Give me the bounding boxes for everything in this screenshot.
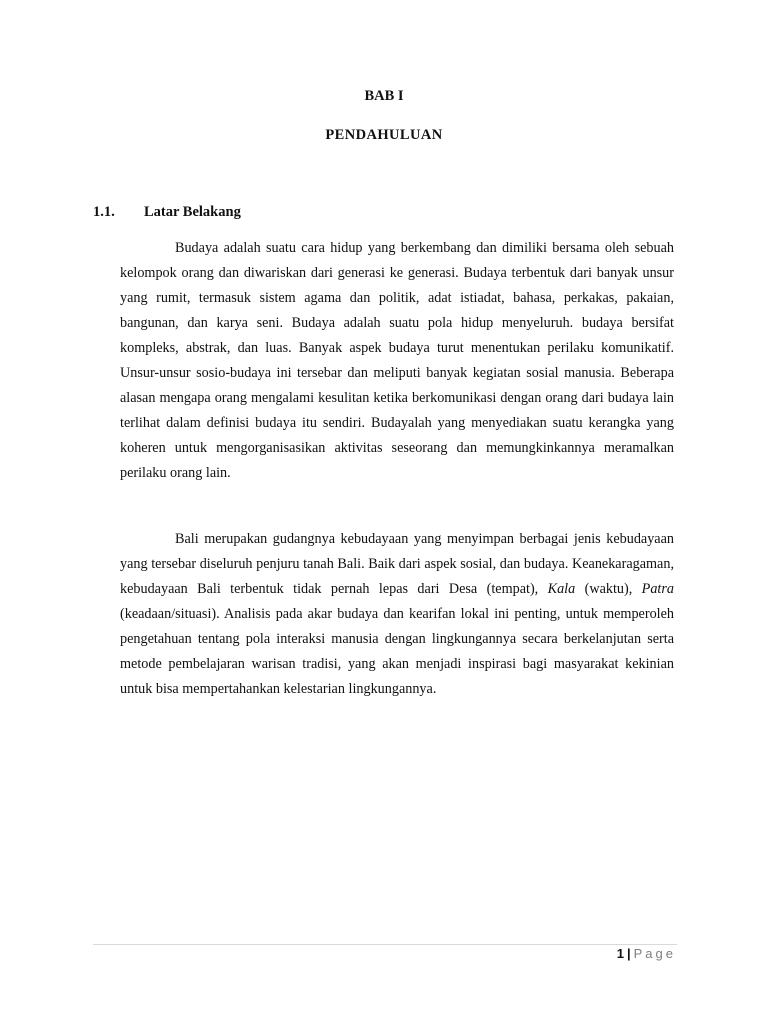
page-label: Page (633, 946, 676, 961)
page-footer (617, 946, 676, 961)
paragraph-2-text-1: Bali merupakan gudangnya kebudayaan yang menyimpan berbagai jenis kebudayaan yang tersebar diseluruh penjuru tanah Bali. Baik dari aspek sosial, dan budaya. Keanekaragaman, kebudayaan Bali terbentuk tidak pernah lepas dari Desa (tempat), (120, 531, 674, 597)
paragraph-1: Budaya adalah suatu cara hidup yang berkembang dan dimiliki bersama oleh sebuah kelompok orang dan diwariskan dari generasi ke generasi. Budaya terbentuk dari banyak unsur yang rumit, termasuk sistem agama dan politik, adat istiadat, bahasa, perkakas, pakaian, bangunan, dan karya seni. Budaya adalah suatu pola hidup menyeluruh. budaya bersifat kompleks, abstrak, dan luas. Banyak aspek budaya turut menentukan perilaku komunikatif. Unsur-unsur sosio-budaya ini tersebar dan meliputi banyak kegiatan sosial manusia. Beberapa alasan mengapa orang mengalami kesulitan ketika berkomunikasi dengan orang dari budaya lain terlihat dalam definisi budaya itu sendiri. Budayalah yang menyediakan suatu kerangka yang koheren untuk mengorganisasikan aktivitas seseorang dan memungkinkannya meramalkan perilaku orang lain. (120, 240, 674, 481)
chapter-title: PENDAHULUAN (325, 127, 443, 143)
chapter-number: BAB I (364, 88, 404, 104)
section-title: Latar Belakang (144, 204, 241, 220)
paragraph-2 (120, 527, 674, 702)
footer-divider (93, 944, 677, 945)
footer-separator: | (626, 946, 631, 961)
section-heading (93, 204, 241, 221)
paragraph-2-text-3: (keadaan/situasi). Analisis pada akar budaya dan kearifan lokal ini penting, untuk memperoleh pengetahuan tentang pola interaksi manusia dengan lingkungannya secara berkelanjutan serta metode pembelajaran warisan tradisi, yang akan menjadi inspirasi bagi masyarakat kekinian untuk bisa mempertahankan kelestarian lingkungannya. (120, 606, 674, 697)
term-kala: Kala (547, 581, 576, 597)
page-number: 1 (616, 946, 624, 961)
term-patra: Patra (641, 581, 674, 597)
paragraph-2-text-2: (waktu), (575, 581, 642, 597)
section-number: 1.1. (93, 204, 115, 220)
